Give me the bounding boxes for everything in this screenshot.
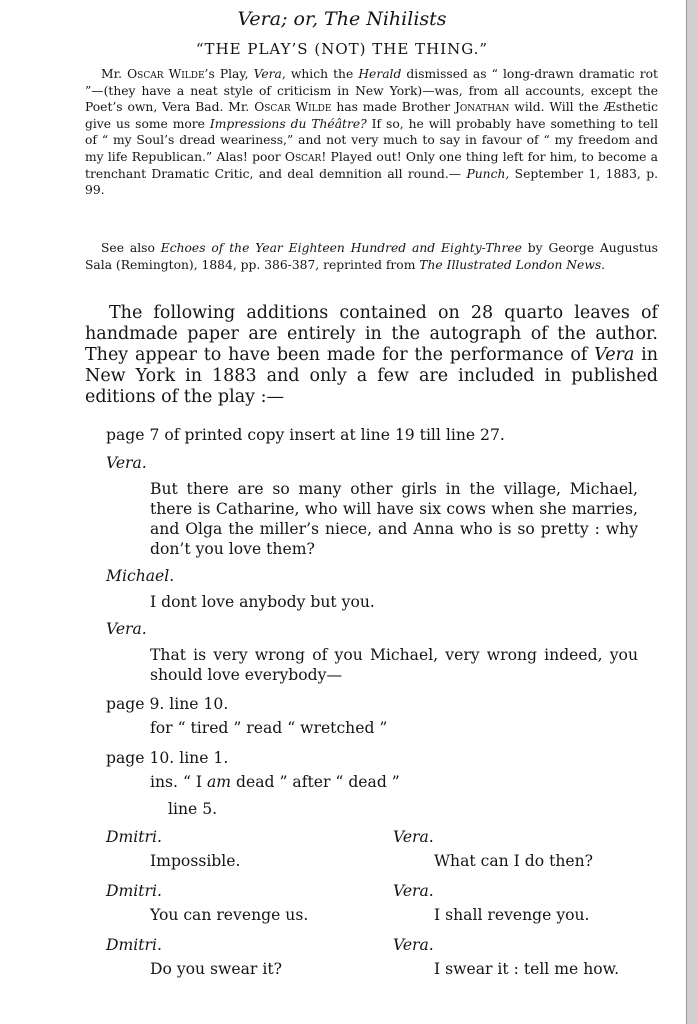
see-also-paragraph xyxy=(85,240,658,273)
page-note: page 10. line 1. xyxy=(106,749,229,767)
text-run: ’s Play, xyxy=(204,67,254,81)
dialogue-line: That is very wrong of you Michael, very wrong indeed, you should love everybody— xyxy=(150,646,638,684)
text-run: ins. “ I xyxy=(150,773,207,791)
author-name: Oscar Wilde xyxy=(127,67,205,81)
intro-paragraph xyxy=(85,303,658,408)
page-edge xyxy=(686,0,697,1024)
text-run: If so, he will probably have something to tell of “ my Soul’s dread weariness,” and not very much to say in favour of “ my freedom and my life Republican.” Alas! poor xyxy=(85,116,659,164)
text-run: , which the xyxy=(281,67,359,81)
page-title: Vera; or, The Nihilists xyxy=(237,8,447,30)
dialogue-line: But there are so many other girls in the village, Michael, there is Catharine, who will have six cows when she marries, and Olga the miller’s niece, and Anna who is so pretty : why don’t you love them? xyxy=(150,480,638,558)
dialogue-line: I swear it : tell me how. xyxy=(434,960,620,978)
author-name: Oscar Wilde xyxy=(254,100,332,115)
speaker-label: Vera. xyxy=(393,828,434,846)
page-note: line 5. xyxy=(168,800,218,818)
play-title: Vera xyxy=(594,345,635,365)
speaker-label: Michael. xyxy=(106,567,175,585)
text-run: wild. Will the Æsthetic give us some more xyxy=(85,100,658,131)
text-run: dead ” after “ dead ” xyxy=(231,773,400,791)
dialogue-line: You can revenge us. xyxy=(150,906,309,924)
page-note-detail xyxy=(150,773,400,791)
text-run: The following additions contained on 28 quarto leaves of handmade paper are entirely in the autograph of the author. They appear to have been made for the performance of xyxy=(85,303,658,365)
page-note: page 7 of printed copy insert at line 19 till line 27. xyxy=(106,426,505,444)
play-title: Vera xyxy=(253,67,282,81)
source-name: The Illustrated London News. xyxy=(419,257,606,272)
name-smallcaps: Oscar xyxy=(284,149,322,164)
dialogue-line: Do you swear it? xyxy=(150,960,282,978)
text-run: Mr. xyxy=(101,67,128,81)
page-note: page 9. line 10. xyxy=(106,695,229,713)
dialogue-line: I dont love anybody but you. xyxy=(150,593,375,611)
source-name: Punch, xyxy=(466,166,510,181)
newspaper-name: Herald xyxy=(358,67,402,81)
speaker-label: Vera. xyxy=(106,620,147,638)
punch-quote-paragraph xyxy=(85,66,658,199)
punch-quote xyxy=(85,66,658,199)
dialogue-line: What can I do then? xyxy=(434,852,594,870)
see-also-note xyxy=(85,240,658,273)
speaker-label: Vera. xyxy=(106,454,147,472)
text-run: has made Brother xyxy=(331,100,455,115)
text-run: See also xyxy=(101,241,161,255)
text-run: ! Played out! Only one thing left for him, to become a trenchant Dramatic Critic, and deal demnition all round.— xyxy=(85,149,658,181)
name-smallcaps: Jonathan xyxy=(455,100,510,115)
page-note-detail: for “ tired ” read “ wretched ” xyxy=(150,719,388,737)
emphasis: am xyxy=(207,773,232,791)
source-date: September 1, 1883, p. 99. xyxy=(85,166,658,198)
speaker-label: Vera. xyxy=(393,882,434,900)
work-title: Impressions du Théâtre? xyxy=(209,116,367,131)
speaker-label: Dmitri. xyxy=(106,828,162,846)
text-run: in New York in 1883 and only a few are included in published editions of the play :— xyxy=(85,345,658,407)
text-run: by George Augustus Sala (Remington), 1884, pp. 386-387, reprinted from xyxy=(85,241,658,272)
speaker-label: Dmitri. xyxy=(106,882,162,900)
speaker-label: Vera. xyxy=(393,936,434,954)
section-heading: “THE PLAY’S (NOT) THE THING.” xyxy=(195,40,489,58)
work-title: Echoes of the Year Eighteen Hundred and Eighty-Three xyxy=(160,241,522,255)
text-run: dismissed as “ long-drawn dramatic rot ”—(they have a neat style of criticism in New York)—was, from all accounts, except the Poet’s own, Vera Bad. Mr. xyxy=(85,67,658,115)
dialogue-line: Impossible. xyxy=(150,852,241,870)
dialogue-line: I shall revenge you. xyxy=(434,906,590,924)
speaker-label: Dmitri. xyxy=(106,936,162,954)
